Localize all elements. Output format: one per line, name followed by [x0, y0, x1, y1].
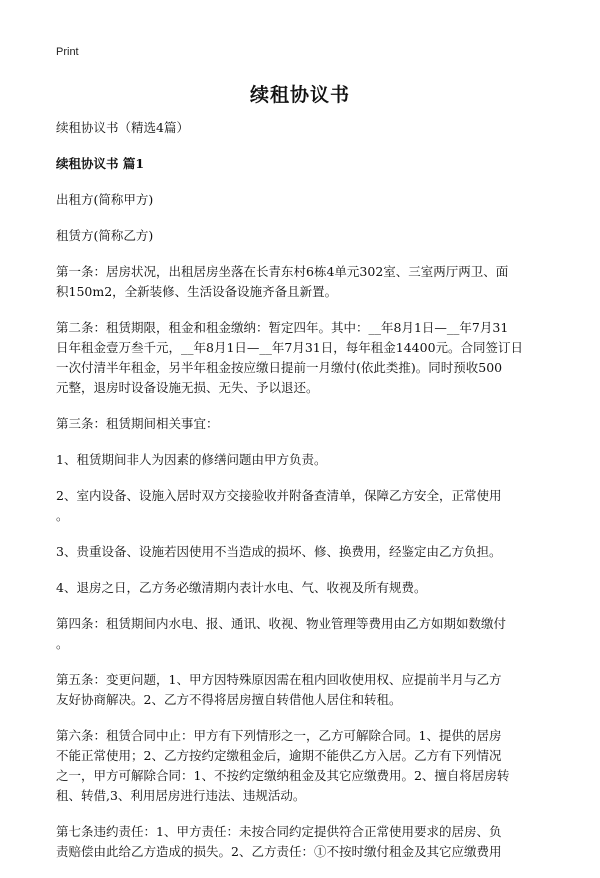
section-title: 续租协议书 篇1 [56, 156, 145, 171]
paragraph [56, 670, 546, 710]
paragraph-line: 之一，甲方可解除合同：1、不按约定缴纳租金及其它应缴费用。2、擅自将居房转 [56, 768, 510, 783]
paragraph-line: 出租方(简称甲方) [56, 192, 154, 207]
paragraph-line: 。 [56, 508, 69, 523]
paragraph-line: 第五条：变更问题，1、甲方因特殊原因需在租内回收使用权、应提前半月与乙方 [56, 672, 502, 687]
paragraph [56, 190, 546, 210]
paragraph-line: 不能正常使用；2、乙方按约定缴租金后，逾期不能供乙方入居。乙方有下列情况 [56, 748, 502, 763]
paragraph-line: 第三条：租赁期间相关事宜： [56, 416, 219, 431]
paragraph-line: 积150m2，全新装修、生活设备设施齐备且新置。 [56, 284, 338, 299]
paragraph [56, 414, 546, 434]
paragraph [56, 450, 546, 470]
paragraph [56, 822, 546, 862]
paragraph-line: 第二条：租赁期限，租金和租金缴纳：暂定四年。其中：__年8月1日—__年7月31 [56, 320, 509, 335]
paragraph-line: 3、贵重设备、设施若因使用不当造成的损坏、修、换费用，经鉴定由乙方负担。 [56, 544, 502, 559]
paragraph-line: 租赁方(简称乙方) [56, 228, 154, 243]
paragraph [56, 578, 546, 598]
paragraph-line: 第七条违约责任：1、甲方责任：未按合同约定提供符合正常使用要求的居房、负 [56, 824, 502, 839]
document-subtitle: 续租协议书（精选4篇） [56, 120, 189, 135]
document-title: 续租协议书 [249, 84, 350, 106]
document-body [56, 118, 546, 878]
paragraph [56, 226, 546, 246]
paragraph-line: 责赔偿由此给乙方造成的损失。2、乙方责任：①不按时缴付租金及其它应缴费用 [56, 844, 502, 859]
paragraph-list [56, 190, 546, 862]
paragraph-line: 第六条：租赁合同中止：甲方有下列情形之一，乙方可解除合同。1、提供的居房 [56, 728, 502, 743]
paragraph-line: 第四条：租赁期间内水电、报、通讯、收视、物业管理等费用由乙方如期如数缴付 [56, 616, 507, 631]
paragraph [56, 318, 546, 398]
paragraph [56, 726, 546, 806]
paragraph-line: 一次付清半年租金，另半年租金按应缴日提前一月缴付(依此类推)。同时预收500 [56, 360, 503, 375]
paragraph-line: 2、室内设备、设施入居时双方交接验收并附备查清单，保障乙方安全，正常使用 [56, 488, 502, 503]
print-label[interactable]: Print [56, 46, 79, 58]
paragraph [56, 542, 546, 562]
paragraph [56, 486, 546, 526]
paragraph-line: 日年租金壹万叁千元，__年8月1日—__年7月31日，每年租金14400元。合同签订日 [56, 340, 524, 355]
paragraph-line: 第一条：居房状况，出租居房坐落在长青东村6栋4单元302室、三室两厅两卫、面 [56, 264, 509, 279]
paragraph-line: 1、租赁期间非人为因素的修缮问题由甲方负责。 [56, 452, 327, 467]
paragraph-line: 4、退房之日，乙方务必缴清期内表计水电、气、收视及所有规费。 [56, 580, 427, 595]
paragraph-line: 。 [56, 636, 69, 651]
paragraph-line: 元整，退房时设备设施无损、无失、予以退还。 [56, 380, 319, 395]
paragraph-line: 友好协商解决。2、乙方不得将居房擅自转借他人居住和转租。 [56, 692, 402, 707]
paragraph-line: 租、转借,3、利用居房进行违法、违规活动。 [56, 788, 306, 803]
paragraph [56, 614, 546, 654]
paragraph [56, 262, 546, 302]
